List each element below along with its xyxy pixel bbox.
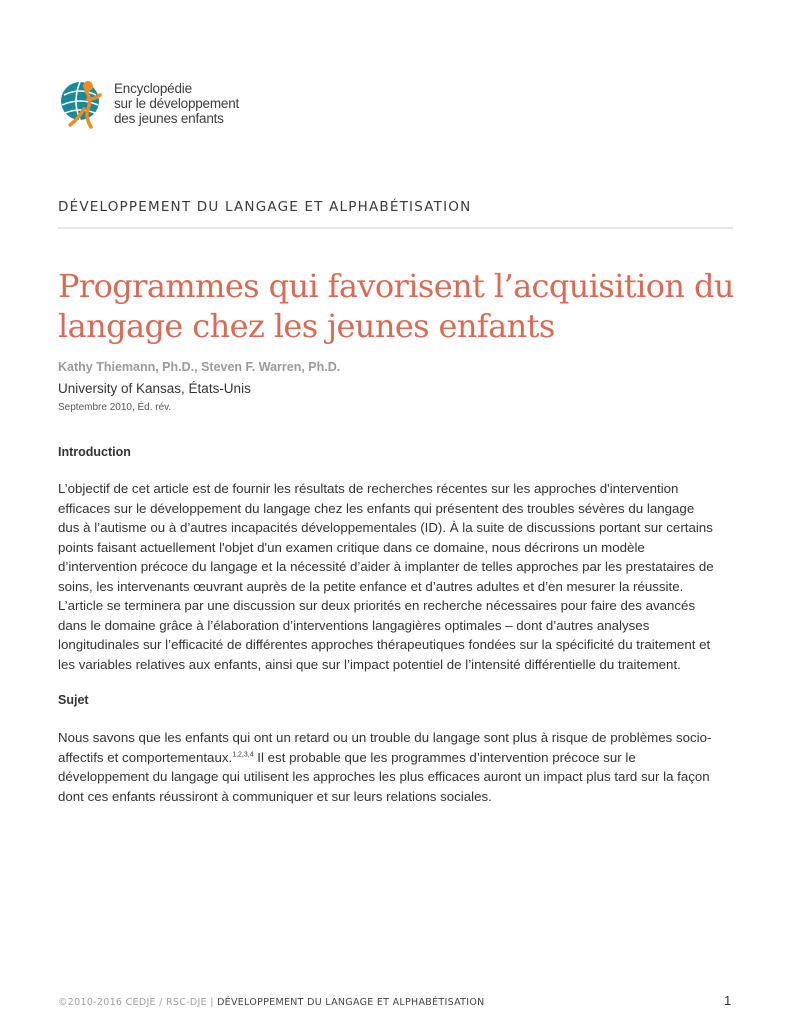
child-globe-logo-icon [58, 77, 106, 133]
sujet-heading: Sujet [58, 693, 89, 707]
paragraph-line: développement du langage qui utilisent les approches les plus efficaces auront un impact plus tard sur la façon [58, 769, 710, 784]
paragraph-line: Nous savons que les enfants qui ont un retard ou un trouble du langage sont plus à risque de problèmes socio- [58, 730, 712, 745]
paragraph-line: efficaces sur le développement du langage chez les enfants qui présentent des troubles sévères du langage [58, 500, 695, 516]
sujet-paragraph [58, 728, 748, 806]
paragraph-text: affectifs et comportementaux. [58, 749, 233, 765]
paragraph-line: les variables relatives aux enfants, ainsi que sur l’impact potentiel de l’intensité différentielle du traitement. [58, 656, 681, 672]
logo-wordmark [114, 81, 239, 126]
paragraph-line: L’objectif de cet article est de fournir les résultats de recherches récentes sur les approches d'intervention [58, 481, 679, 496]
footer-section: DÉVELOPPEMENT DU LANGAGE ET ALPHABÉTISATION [217, 997, 485, 1008]
authors: Kathy Thiemann, Ph.D., Steven F. Warren, Ph.D. [58, 360, 341, 374]
paragraph-line [58, 748, 748, 768]
citation-superscript: 1,2,3,4 [232, 751, 254, 759]
page-footer [58, 997, 485, 1008]
title-line-2: langage chez les jeunes enfants [58, 307, 555, 345]
publication-date: Septembre 2010, Éd. rév. [58, 402, 172, 413]
paragraph-line: longitudinales sur l’efficacité de différentes approches thérapeutiques fondées sur la spécificité du traitement et [58, 637, 711, 652]
page-number: 1 [724, 993, 732, 1008]
logo-line-1: Encyclopédie [114, 81, 192, 96]
footer-copyright: ©2010-2016 CEDJE / RSC-DJE | [58, 997, 218, 1008]
paragraph-line: points faisant actuellement l'objet d'un examen critique dans ce domaine, nous décrirons un modèle [58, 539, 645, 555]
paragraph-line: soins, les intervenants œuvrant auprès de la petite enfance et d’autres adultes et d’en mesurer la réussite. [58, 578, 684, 594]
paragraph-line: dont ces enfants réussiront à communiquer et sur leurs relations sociales. [58, 788, 492, 804]
affiliation: University of Kansas, États-Unis [58, 381, 251, 396]
paragraph-text: Il est probable que les programmes d’intervention précoce sur le [253, 749, 636, 765]
title-line-1: Programmes qui favorisent l’acquisition du [58, 267, 734, 305]
paragraph-line: d’intervention précoce du langage et la nécessité d’aider à implanter de telles approches par les prestataires de [58, 559, 714, 574]
logo-line-3: des jeunes enfants [114, 111, 224, 126]
paragraph-line: dans le domaine grâce à l’élaboration d’interventions langagières optimales – dont d’autres analyses [58, 617, 650, 633]
paragraph-line: L’article se terminera par une discussion sur deux priorités en recherche nécessaires pour faire des avancés [58, 598, 696, 613]
logo-line-2: sur le développement [114, 96, 240, 111]
encyclopedia-logo [58, 77, 239, 133]
article-title [58, 266, 748, 346]
divider [58, 227, 733, 229]
introduction-heading: Introduction [58, 445, 131, 459]
introduction-paragraph [58, 479, 748, 674]
paragraph-line: dus à l’autisme ou à d’autres incapacités développementales (ID). À la suite de discussions portant sur certains [58, 520, 713, 535]
section-heading: DÉVELOPPEMENT DU LANGAGE ET ALPHABÉTISATION [58, 199, 472, 215]
